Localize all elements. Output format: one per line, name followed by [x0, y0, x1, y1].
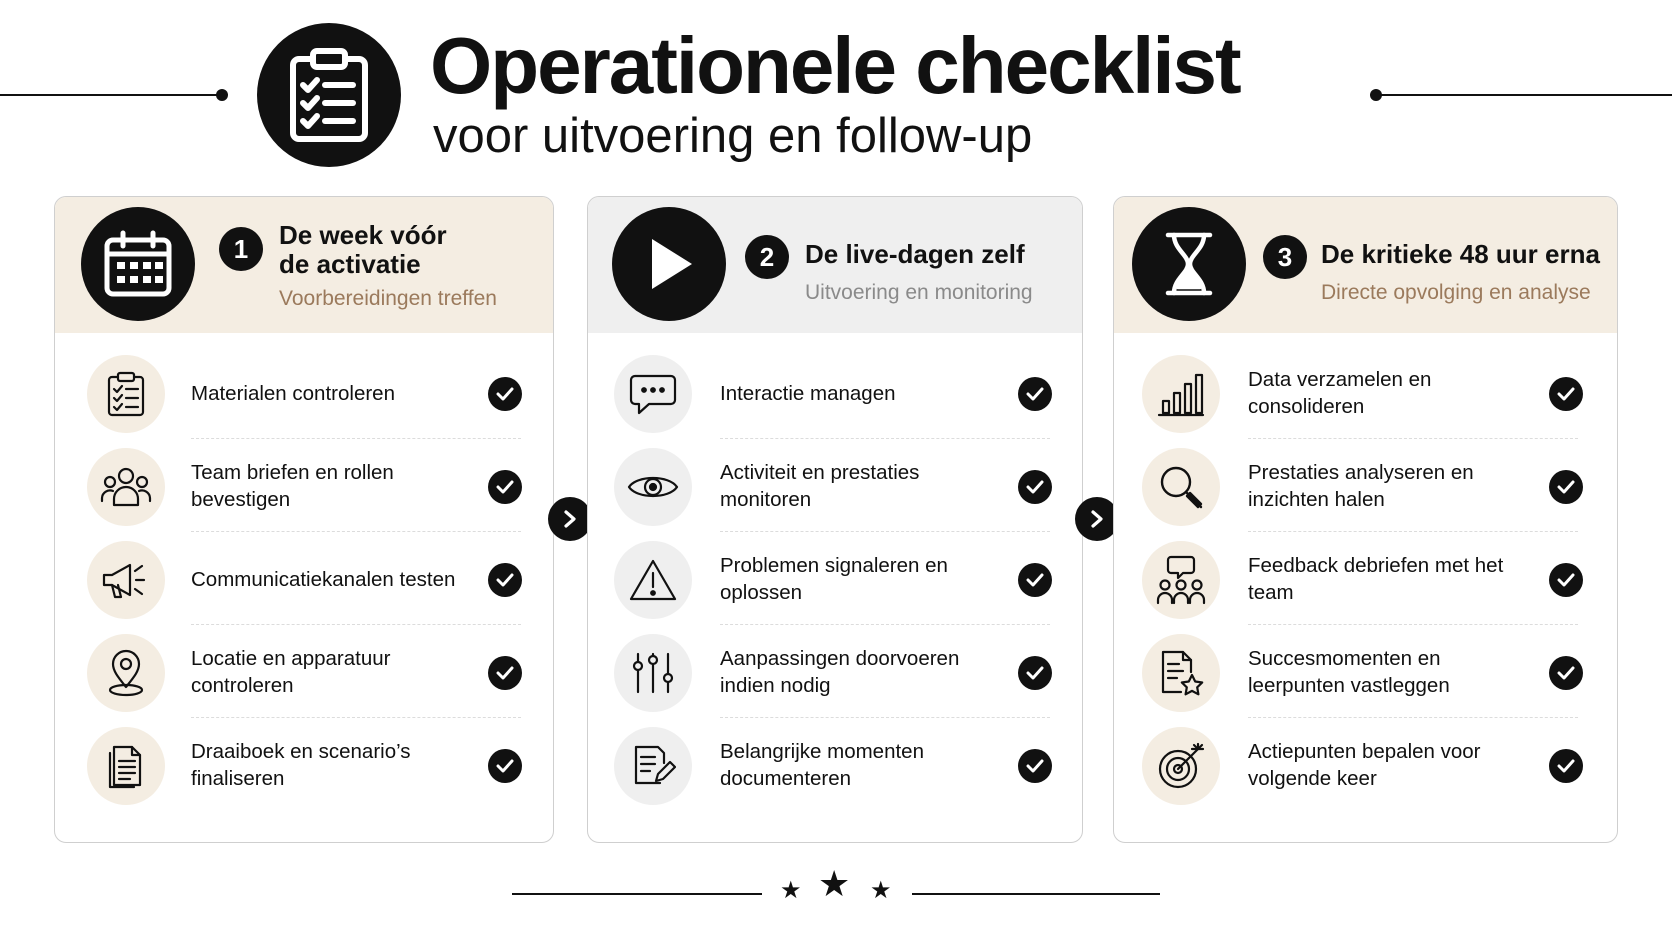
- page-subtitle: voor uitvoering en follow-up: [433, 109, 1033, 163]
- phase-number-3: 3: [1263, 235, 1307, 279]
- calendar-icon: [81, 207, 195, 321]
- list-item[interactable]: [1114, 440, 1617, 532]
- warning-icon: [614, 541, 692, 619]
- phase-subtitle-1: Voorbereidingen treffen: [279, 287, 497, 310]
- item-label: Materialen controleren: [191, 381, 395, 405]
- eye-icon: [614, 448, 692, 526]
- phase-title-1-line2: de activatie: [279, 249, 421, 279]
- phase-card-1: [54, 196, 554, 843]
- list-item[interactable]: [588, 719, 1082, 811]
- list-item[interactable]: [588, 626, 1082, 718]
- page-title: Operationele checklist: [430, 21, 1240, 110]
- hourglass-icon: [1132, 207, 1246, 321]
- divider: [191, 717, 521, 718]
- sliders-icon: [614, 634, 692, 712]
- check-icon[interactable]: [488, 656, 522, 690]
- check-icon[interactable]: [488, 470, 522, 504]
- location-pin-icon: [87, 634, 165, 712]
- item-label: Feedback debriefen met het team: [1248, 554, 1504, 604]
- phase-title-3: De kritieke 48 uur erna: [1321, 239, 1600, 269]
- divider: [720, 438, 1050, 439]
- list-item[interactable]: [1114, 719, 1617, 811]
- phase-title-1-line1: De week vóór: [279, 220, 447, 250]
- check-icon[interactable]: [488, 377, 522, 411]
- list-item[interactable]: [55, 626, 553, 718]
- list-item[interactable]: [1114, 626, 1617, 718]
- magnifier-icon: [1142, 448, 1220, 526]
- list-item[interactable]: [1114, 347, 1617, 439]
- divider: [191, 531, 521, 532]
- header-rule-dot-right: [1370, 89, 1382, 101]
- list-item[interactable]: [55, 347, 553, 439]
- item-label: Activiteit en prestaties monitoren: [720, 461, 920, 511]
- footer-rule-right: [912, 893, 1160, 895]
- team-icon: [87, 448, 165, 526]
- divider: [191, 438, 521, 439]
- divider: [1248, 717, 1578, 718]
- check-icon[interactable]: [1549, 563, 1583, 597]
- divider: [1248, 438, 1578, 439]
- check-icon[interactable]: [1018, 563, 1052, 597]
- clipboard-checklist-icon: [257, 23, 401, 167]
- next-arrow-icon: [548, 497, 592, 541]
- item-label: Actiepunten bepalen voor volgende keer: [1248, 740, 1481, 790]
- check-icon[interactable]: [1018, 377, 1052, 411]
- item-label: Aanpassingen doorvoeren indien nodig: [720, 647, 960, 697]
- check-icon[interactable]: [488, 749, 522, 783]
- item-label: Problemen signaleren en oplossen: [720, 554, 948, 604]
- phase-subtitle-2: Uitvoering en monitoring: [805, 281, 1033, 304]
- phase-title-2: De live-dagen zelf: [805, 239, 1025, 269]
- divider: [191, 624, 521, 625]
- phase-number-1: 1: [219, 227, 263, 271]
- list-item[interactable]: [588, 440, 1082, 532]
- phase-header-1: [55, 197, 553, 333]
- clipboard-list-icon: [87, 355, 165, 433]
- item-label: Prestaties analyseren en inzichten halen: [1248, 461, 1474, 511]
- document-star-icon: [1142, 634, 1220, 712]
- phase-card-3: [1113, 196, 1618, 843]
- chat-bubble-icon: [614, 355, 692, 433]
- phase-header-3: [1114, 197, 1617, 333]
- megaphone-icon: [87, 541, 165, 619]
- item-label: Data verzamelen en consolideren: [1248, 368, 1432, 418]
- star-icon: ★: [870, 876, 892, 904]
- item-label: Succesmomenten en leerpunten vastleggen: [1248, 647, 1450, 697]
- check-icon[interactable]: [488, 563, 522, 597]
- divider: [720, 624, 1050, 625]
- item-label: Interactie managen: [720, 381, 896, 405]
- divider: [720, 717, 1050, 718]
- header-rule-dot-left: [216, 89, 228, 101]
- list-item[interactable]: [55, 719, 553, 811]
- item-label: Locatie en apparatuur controleren: [191, 647, 391, 697]
- item-label: Communicatiekanalen testen: [191, 567, 456, 591]
- phase-number-2: 2: [745, 235, 789, 279]
- check-icon[interactable]: [1018, 470, 1052, 504]
- document-icon: [87, 727, 165, 805]
- phase-subtitle-3: Directe opvolging en analyse: [1321, 281, 1591, 304]
- list-item[interactable]: [55, 533, 553, 625]
- play-icon: [612, 207, 726, 321]
- target-icon: [1142, 727, 1220, 805]
- bar-chart-icon: [1142, 355, 1220, 433]
- item-label: Team briefen en rollen bevestigen: [191, 461, 394, 511]
- footer-rule-left: [512, 893, 762, 895]
- phase-card-2: [587, 196, 1083, 843]
- item-label: Belangrijke momenten documenteren: [720, 740, 924, 790]
- edit-document-icon: [614, 727, 692, 805]
- divider: [720, 531, 1050, 532]
- check-icon[interactable]: [1018, 656, 1052, 690]
- star-icon: ★: [818, 864, 851, 905]
- check-icon[interactable]: [1549, 656, 1583, 690]
- header-rule-right: [1376, 94, 1672, 96]
- check-icon[interactable]: [1549, 470, 1583, 504]
- list-item[interactable]: [588, 533, 1082, 625]
- divider: [1248, 624, 1578, 625]
- divider: [1248, 531, 1578, 532]
- header-rule-left: [0, 94, 222, 96]
- check-icon[interactable]: [1549, 377, 1583, 411]
- check-icon[interactable]: [1549, 749, 1583, 783]
- list-item[interactable]: [588, 347, 1082, 439]
- star-icon: ★: [780, 876, 802, 904]
- phase-header-2: [588, 197, 1082, 333]
- list-item[interactable]: [55, 440, 553, 532]
- team-feedback-icon: [1142, 541, 1220, 619]
- item-label: Draaiboek en scenario’s finaliseren: [191, 740, 411, 790]
- check-icon[interactable]: [1018, 749, 1052, 783]
- list-item[interactable]: [1114, 533, 1617, 625]
